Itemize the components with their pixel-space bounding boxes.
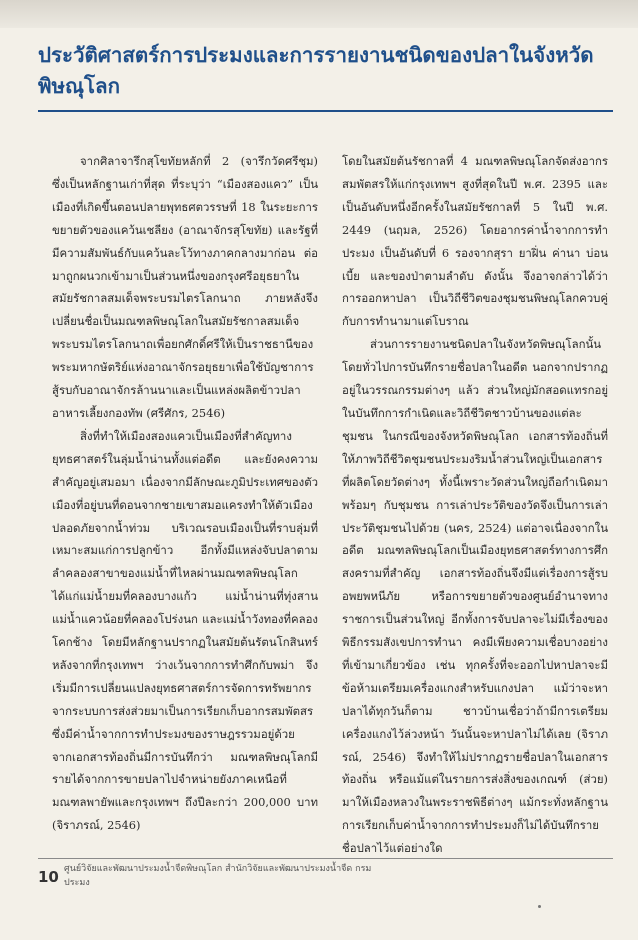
column-left: [52, 150, 318, 837]
paragraph: สิ่งที่ทำให้เมืองสองแควเป็นเมืองที่สำคัญทางยุทธศาสตร์ในลุ่มน้ำน่านทั้งแต่อดีต และยังคงความสำคัญอยู่เสมอมา เนื่องจากมีลักษณะภูมิประเทศของตัวเมืองที่อยู่บนที่ดอนจากชายเขาสมอแครงทำให้ตัวเมืองปลอดภัยจากน้ำท่วม บริเวณรอบเมืองเป็นที่ราบลุ่มที่เหมาะสมแก่การปลูกข้าว อีกทั้งมีแหล่งจับปลาตามลำคลองสาขาของแม่น้ำที่ไหลผ่านมณฑลพิษณุโลก ได้แก่แม่น้ำยมที่คลองบางแก้ว แม่น้ำน่านที่ทุ่งสาน แม่น้ำแควน้อยที่คลองโปร่งนก และแม่น้ำวังทองที่คลองโคกช้าง โดยมีหลักฐานปรากฏในสมัยต้นรัตนโกสินทร์ หลังจากที่กรุงเทพฯ ว่างเว้นจากการทำศึกกับพม่า จึงเริ่มมีการเปลี่ยนแปลงยุทธศาสตร์การจัดการทรัพยากรจากระบบการส่งส่วยมาเป็นการเรียกเก็บอากรสมพัตสร ซึ่งมีค่าน้ำจากการทำประมงของราษฎรรวมอยู่ด้วย จากเอกสารท้องถิ่นมีการบันทึกว่า มณฑลพิษณุโลกมีรายได้จากการขายปลาไปจำหน่ายยังภาคเหนือที่มณฑลพายัพและกรุงเทพฯ ถึงปีละกว่า 200,000 บาท (จิราภรณ์, 2546): [52, 428, 318, 833]
page-number: 10: [38, 868, 59, 886]
footer-credit: ศูนย์วิจัยและพัฒนาประมงน้ำจืดพิษณุโลก สำนักวิจัยและพัฒนาประมงน้ำจืด กรมประมง: [64, 864, 372, 888]
footer-rule: [38, 858, 613, 859]
title-rule: [38, 110, 613, 112]
paragraph: จากศิลาจารึกสุโขทัยหลักที่ 2 (จารึกวัดศรีชุม) ซึ่งเป็นหลักฐานเก่าที่สุด ที่ระบุว่า “เมืองสองแคว” เป็นเมืองที่เกิดขึ้นตอนปลายพุทธศตวรรษที่ 18 ในระยะการขยายตัวของแคว้นเชลียง (อาณาจักรสุโขทัย) และรัฐที่มีความสัมพันธ์กับแคว้นละโว้ทางภาคกลางมาก่อน ต่อมาถูกผนวกเข้ามาเป็นส่วนหนึ่งของกรุงศรีอยุธยาในสมัยรัชกาลสมเด็จพระบรมไตรโลกนาถ ภายหลังจึงเปลี่ยนชื่อเป็นมณฑลพิษณุโลกในสมัยรัชกาลสมเด็จพระบรมไตรโลกนาถเพื่อยกศักดิ์ศรีให้เป็นราชธานีของพระมหากษัตริย์แห่งอาณาจักรอยุธยาเพื่อใช้บัญชาการสู้รบกับอาณาจักรล้านนาและเป็นแหล่งผลิตข้าวปลาอาหารเลี้ยงกองทัพ (ศรีศักร, 2546): [52, 154, 318, 420]
scan-speck: [538, 905, 541, 908]
paragraph: ส่วนการรายงานชนิดปลาในจังหวัดพิษณุโลกนั้นโดยทั่วไปการบันทึกรายชื่อปลาในอดีต นอกจากปรากฏอยู่ในวรรณกรรมต่างๆ แล้ว ส่วนใหญ่มักสอดแทรกอยู่ในบันทึกการกำเนิดและวิถีชีวิตชาวบ้านของแต่ละชุมชน ในกรณีของจังหวัดพิษณุโลก เอกสารท้องถิ่นที่ให้ภาพวิถีชีวิตชุมชนประมงริมน้ำส่วนใหญ่เป็นเอกสารที่ผลิตโดยวัดต่างๆ ทั้งนี้เพราะวัดส่วนใหญ่ถือกำเนิดมาพร้อมๆ กับชุมชน การเล่าประวัติของวัดจึงเป็นการเล่าประวัติชุมชนไปด้วย (นคร, 2524) แต่อาจเนื่องจากในอดีต มณฑลพิษณุโลกเป็นเมืองยุทธศาสตร์ทางการศึกสงครามที่สำคัญ เอกสารท้องถิ่นจึงมีแต่เรื่องการสู้รบอพยพหนีภัย หรือการขยายตัวของศูนย์อำนาจทางราชการเป็นส่วนใหญ่ อีกทั้งการจับปลาจะไม่มีเรื่องของพิธีกรรมสังเขปการทำนา คงมีเพียงความเชื่อบางอย่างที่เข้ามาเกี่ยวข้อง เช่น ทุกครั้งที่จะออกไปหาปลาจะมีข้อห้ามเตรียมเครื่องแกงสำหรับแกงปลา แม้ว่าจะหาปลาได้ทุกวันก็ตาม ชาวบ้านเชื่อว่าถ้ามีการเตรียมเครื่องแกงไว้ล่วงหน้า วันนั้นจะหาปลาไม่ได้เลย (จิราภรณ์, 2546) จึงทำให้ไม่ปรากฏรายชื่อปลาในเอกสารท้องถิ่น หรือแม้แต่ในรายการส่งสิ่งของเกณฑ์ (ส่วย) มาให้เมืองหลวงในพระราชพิธีต่างๆ แม้กระทั่งหลักฐานการเรียกเก็บค่าน้ำจากการทำประมงก็ไม่ได้บันทึกรายชื่อปลาไว้แต่อย่างใด: [342, 337, 608, 856]
column-right: [342, 150, 608, 860]
page-title: ประวัติศาสตร์การประมงและการรายงานชนิดของปลาในจังหวัดพิษณุโลก: [38, 43, 594, 98]
paragraph: โดยในสมัยต้นรัชกาลที่ 4 มณฑลพิษณุโลกจัดส่งอากรสมพัตสรให้แก่กรุงเทพฯ สูงที่สุดในปี พ.ศ. 2395 และเป็นอันดับหนึ่งอีกครั้งในสมัยรัชกาลที่ 5 ในปี พ.ศ. 2449 (นฤมล, 2526) โดยอากรค่าน้ำจากการทำประมง เป็นอันดับที่ 6 รองจากสุรา ยาฝิ่น ค่านา บ่อนเบี้ย และของป่าตามลำดับ ดังนั้น จึงอาจกล่าวได้ว่า การออกหาปลา เป็นวิถีชีวิตของชุมชนพิษณุโลกควบคู่กับการทำนามาแต่โบราณ: [342, 154, 608, 329]
top-scan-bleed: [0, 0, 638, 28]
